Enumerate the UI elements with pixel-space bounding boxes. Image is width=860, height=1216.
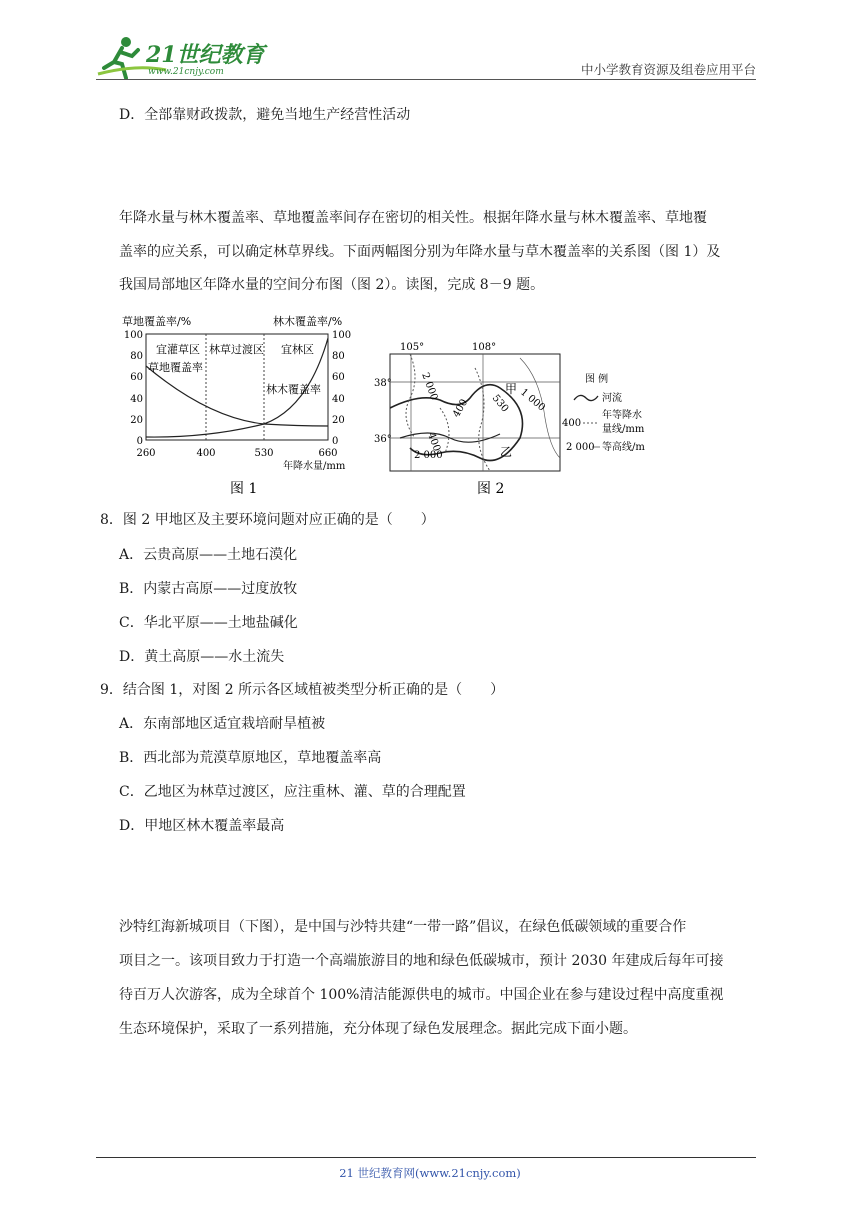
fig2-river-branch xyxy=(400,433,500,442)
fig2-legend-contour-value: 2 000 xyxy=(566,442,595,453)
passage2-line-2: 项目之一。该项目致力于打造一个高端旅游目的地和绿色低碳城市，预计 2030 年建成后每年可接 xyxy=(119,953,724,969)
fig1-yl-tick: 40 xyxy=(130,394,143,405)
fig2-contour-label: 1 000 xyxy=(518,386,548,414)
prev-option-d: D．全部靠财政拨款，避免当地生产经营性活动 xyxy=(119,107,411,123)
fig2-legend-title: 图 例 xyxy=(585,374,609,385)
fig2-contour-label: 2 000 xyxy=(419,371,440,402)
fig2-place-yi: 乙 xyxy=(500,445,513,459)
fig2-place-jia: 甲 xyxy=(505,382,518,396)
fig1-x-ticks xyxy=(136,448,337,459)
fig2-legend-river-icon xyxy=(574,395,598,400)
passage1-line-1: 年降水量与林木覆盖率、草地覆盖率间存在密切的相关性。根据年降水量与林木覆盖率、草地覆 xyxy=(119,210,707,226)
logo-text: 21世纪教育 xyxy=(146,42,265,68)
fig1-y-left-ticks xyxy=(124,330,143,447)
fig1-x-tick: 530 xyxy=(254,448,274,459)
fig2-rain-label: 530 xyxy=(489,392,511,415)
fig1-grass-curve-label: 草地覆盖率 xyxy=(148,361,203,374)
passage2-line-1: 沙特红海新城项目（下图），是中国与沙特共建“一带一路”倡议，在绿色低碳领域的重要合作 xyxy=(119,919,687,935)
fig1-yr-tick: 100 xyxy=(332,330,352,341)
fig1-caption: 图 1 xyxy=(230,481,258,497)
fig2-contour-label: 2 000 xyxy=(414,450,443,461)
question-9-option-b: B．西北部为荒漠草原地区，草地覆盖率高 xyxy=(119,750,382,766)
fig1-zone-transition: 林草过渡区 xyxy=(209,343,264,356)
fig2-rain-label: 400 xyxy=(451,397,471,420)
question-9-option-a: A．东南部地区适宜栽培耐旱植被 xyxy=(119,716,326,732)
fig1-zone-shrub-grass: 宜灌草区 xyxy=(156,343,200,356)
fig1-zone-forest: 宜林区 xyxy=(281,343,314,356)
question-8-option-c: C．华北平原——土地盐碱化 xyxy=(119,615,298,631)
header-platform-text: 中小学教育资源及组卷应用平台 xyxy=(580,62,756,77)
fig2-legend-contour-label: 等高线/m xyxy=(602,442,645,453)
fig1-y-right-label: 林木覆盖率/% xyxy=(273,315,343,328)
fig2-legend-rain-value: 400 xyxy=(562,418,582,429)
fig1-yr-tick: 40 xyxy=(332,394,345,405)
footer-divider xyxy=(96,1157,756,1158)
fig1-yr-tick: 60 xyxy=(332,372,345,383)
footer-site-link[interactable]: 21 世纪教育网(www.21cnjy.com) xyxy=(339,1166,521,1180)
header-divider xyxy=(96,79,756,80)
fig2-rain-label: 400 xyxy=(425,431,443,453)
question-8-option-d: D．黄土高原——水土流失 xyxy=(119,649,285,665)
figure-2-map xyxy=(374,338,670,498)
question-9-option-c: C．乙地区为林草过渡区，应注重林、灌、草的合理配置 xyxy=(119,784,466,800)
logo-url: www.21cnjy.com xyxy=(148,67,224,77)
fig1-x-tick: 660 xyxy=(318,448,338,459)
question-8-option-a: A．云贵高原——土地石漠化 xyxy=(119,547,298,563)
fig1-yl-tick: 60 xyxy=(130,372,143,383)
fig1-x-tick: 260 xyxy=(136,448,156,459)
fig1-yl-tick: 100 xyxy=(123,330,143,341)
fig1-yl-tick: 0 xyxy=(136,436,143,447)
fig1-yr-tick: 80 xyxy=(332,351,345,362)
fig2-lon-108: 108° xyxy=(472,342,497,353)
passage1-line-3: 我国局部地区年降水量的空间分布图（图 2）。读图，完成 8－9 题。 xyxy=(119,277,545,293)
fig1-yl-tick: 80 xyxy=(130,351,143,362)
site-logo xyxy=(96,34,266,84)
question-9-option-d: D．甲地区林木覆盖率最高 xyxy=(119,818,285,834)
fig2-rain-isoline-530 xyxy=(475,368,490,471)
fig1-yr-tick: 0 xyxy=(332,436,339,447)
fig2-legend-river: 河流 xyxy=(602,393,622,404)
fig2-caption: 图 2 xyxy=(477,481,505,497)
fig2-rain-isoline-400-west xyxy=(406,354,415,438)
fig2-legend-rain-label2: 量线/mm xyxy=(602,424,645,435)
question-8-stem: 8．图 2 甲地区及主要环境问题对应正确的是（ ） xyxy=(100,512,435,528)
passage2-line-4: 生态环境保护，采取了一系列措施，充分体现了绿色发展理念。据此完成下面小题。 xyxy=(119,1021,637,1037)
question-9-stem: 9．结合图 1，对图 2 所示各区域植被类型分析正确的是（ ） xyxy=(100,682,505,698)
fig1-yl-tick: 20 xyxy=(130,415,143,426)
fig2-lat-38: 38° xyxy=(374,378,392,389)
figure-1-chart xyxy=(118,308,358,498)
fig2-lat-36: 36° xyxy=(374,434,392,445)
fig1-x-tick: 400 xyxy=(196,448,216,459)
fig1-x-label: 年降水量/mm xyxy=(283,461,346,472)
fig1-y-right-ticks xyxy=(332,330,351,447)
fig1-y-left-label: 草地覆盖率/% xyxy=(122,315,192,328)
question-8-option-b: B．内蒙古高原——过度放牧 xyxy=(119,581,298,597)
fig1-forest-curve-label: 林木覆盖率 xyxy=(266,383,321,396)
fig2-lon-105: 105° xyxy=(400,342,425,353)
fig2-legend-rain-label1: 年等降水 xyxy=(602,410,642,421)
passage2-line-3: 待百万人次游客，成为全球首个 100%清洁能源供电的城市。中国企业在参与建设过程中高度重视 xyxy=(119,987,724,1003)
passage1-line-2: 盖率的应关系，可以确定林草界线。下面两幅图分别为年降水量与草木覆盖率的关系图（图 1）及 xyxy=(119,244,721,260)
runner-logo-icon xyxy=(96,34,266,84)
fig1-yr-tick: 20 xyxy=(332,415,345,426)
